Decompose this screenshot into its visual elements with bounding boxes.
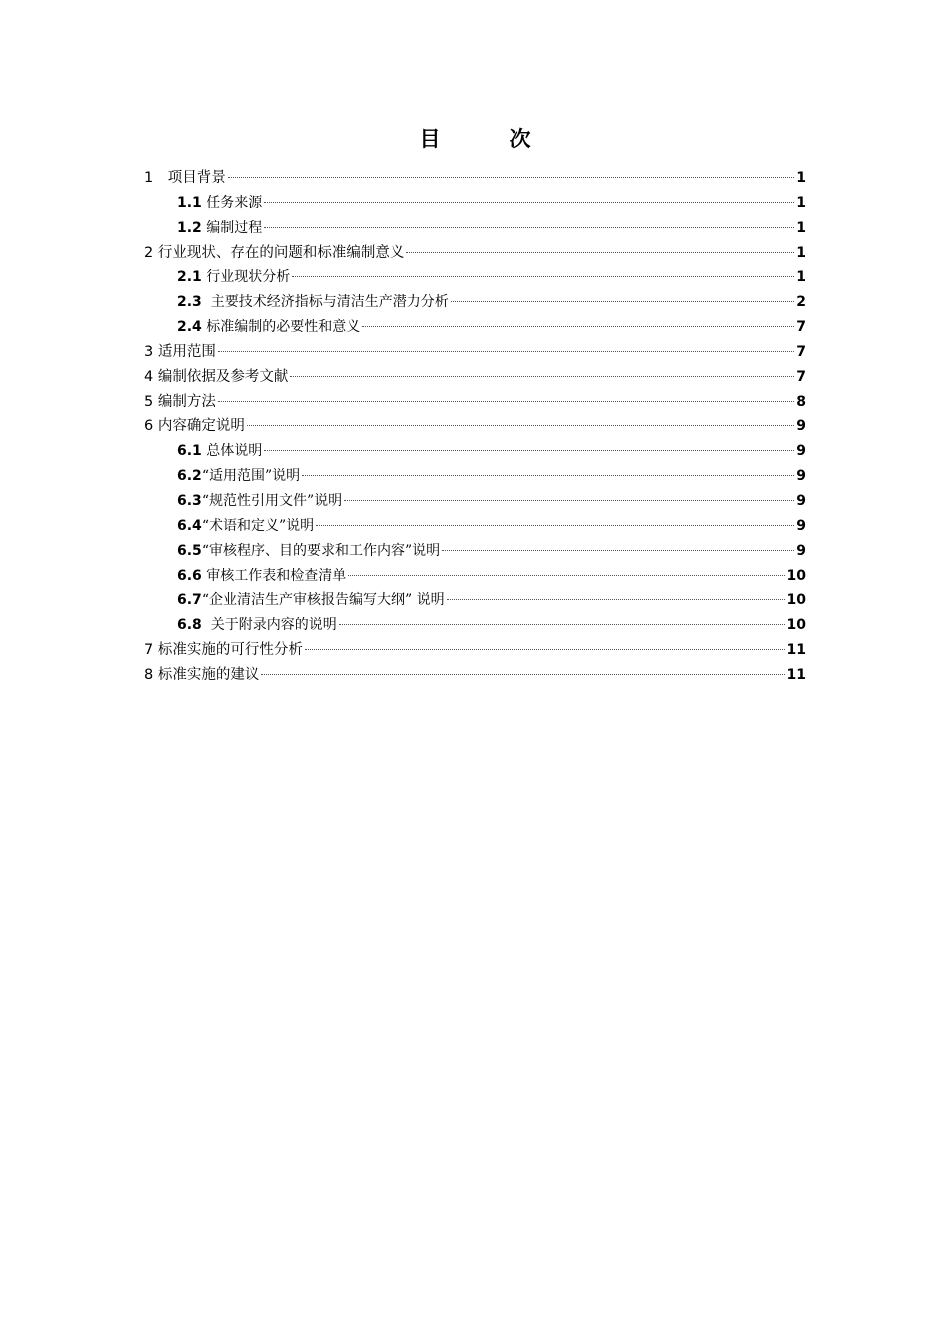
toc-page-number: 9 [796,492,806,509]
dot-leader [339,624,785,625]
toc-entry-text: 标准编制的必要性和意义 [201,319,361,336]
toc-entry-label [177,464,300,489]
toc-entry-label [177,613,337,638]
toc-entry-text: “规范性引用文件”说明 [201,492,343,509]
toc-subentry[interactable] [144,514,806,539]
toc-page-number: 8 [796,393,806,410]
toc-page-number: 7 [796,343,806,360]
toc-page-number: 1 [796,269,806,286]
dot-leader [362,326,794,327]
dot-leader [264,202,794,203]
toc-entry-label [177,588,445,613]
toc-page-number: 11 [786,642,806,659]
toc-entry-text: 关于附录内容的说明 [201,617,337,634]
toc-entry-label [177,439,262,464]
toc-entry-text: 编制过程 [201,219,263,236]
dot-leader [218,351,794,352]
dot-leader [406,252,794,253]
toc-entry-text: 任务来源 [201,194,263,211]
toc-page-number: 9 [796,418,806,435]
toc-page-number: 1 [796,194,806,211]
toc-entry-label: 4 编制依据及参考文献 [144,368,289,385]
toc-entry-label [177,564,346,589]
dot-leader [247,425,794,426]
toc-subentry[interactable] [144,439,806,464]
toc-entry-label: 8 标准实施的建议 [144,666,260,683]
toc-page-number: 10 [786,567,806,584]
toc-entry-text: “企业清洁生产审核报告编写大纲” 说明 [201,592,445,609]
toc-entry-label [177,514,314,539]
toc-subentry[interactable] [144,539,806,564]
table-of-contents [144,166,806,688]
toc-entry-label: 3 适用范围 [144,343,216,360]
toc-entry-text: 审核工作表和检查清单 [201,567,347,584]
dot-leader [447,599,785,600]
toc-entry-number: 1.1 [177,194,202,211]
toc-page-number: 9 [796,468,806,485]
toc-subentry[interactable] [144,588,806,613]
dot-leader [305,649,785,650]
toc-page-number: 1 [796,219,806,236]
toc-entry-number: 1.2 [177,219,202,236]
dot-leader [228,177,795,178]
toc-page-number: 1 [796,170,806,186]
toc-page-number: 10 [786,592,806,609]
toc-entry-number: 2.3 [177,294,202,311]
toc-entry-label: 7 标准实施的可行性分析 [144,642,303,659]
toc-subentry[interactable] [144,290,806,315]
toc-page-number: 7 [796,368,806,385]
toc-page-number: 9 [796,542,806,559]
toc-subentry[interactable] [144,265,806,290]
dot-leader [264,450,794,451]
toc-entry[interactable] [144,166,806,191]
dot-leader [261,674,784,675]
toc-subentry[interactable] [144,464,806,489]
dot-leader [292,276,794,277]
toc-subentry[interactable] [144,613,806,638]
toc-entry-number: 6.5 [177,542,202,559]
toc-entry-number: 6.3 [177,492,202,509]
dot-leader [451,301,795,302]
toc-entry-label [177,265,290,290]
toc-entry-label: 1 项目背景 [144,170,226,186]
dot-leader [218,401,794,402]
dot-leader [316,525,794,526]
toc-entry-text: “术语和定义”说明 [201,517,315,534]
toc-entry-label [177,191,262,216]
toc-entry-label [177,315,360,340]
toc-title: 目 次 [419,127,555,151]
toc-entry-number: 6.6 [177,567,202,584]
dot-leader [264,227,794,228]
toc-entry-text: “适用范围”说明 [201,468,301,485]
toc-entry[interactable] [144,241,806,266]
toc-page-number: 9 [796,517,806,534]
toc-page-number: 11 [786,666,806,683]
dot-leader [442,550,794,551]
toc-page-number: 1 [796,244,806,261]
toc-entry-label [177,216,262,241]
toc-entry[interactable] [144,390,806,415]
toc-entry-label: 2 行业现状、存在的问题和标准编制意义 [144,244,405,261]
toc-page-number: 10 [786,617,806,634]
dot-leader [302,475,794,476]
toc-entry-number: 2.4 [177,319,202,336]
toc-entry-number: 6.8 [177,617,202,634]
toc-subentry[interactable] [144,315,806,340]
dot-leader [290,376,794,377]
toc-entry[interactable] [144,340,806,365]
toc-entry-number: 6.7 [177,592,202,609]
toc-entry-text: 主要技术经济指标与清洁生产潜力分析 [201,294,449,311]
toc-entry-text: 行业现状分析 [201,269,291,286]
dot-leader [344,500,794,501]
toc-entry[interactable] [144,414,806,439]
toc-page-number: 9 [796,443,806,460]
toc-entry-number: 6.2 [177,468,202,485]
toc-entry-text: “审核程序、目的要求和工作内容”说明 [201,542,441,559]
toc-entry[interactable] [144,365,806,390]
toc-entry-label [177,489,342,514]
toc-entry-number: 2.1 [177,269,202,286]
toc-entry-number: 6.1 [177,443,202,460]
toc-page-number: 7 [796,319,806,336]
toc-entry-label: 6 内容确定说明 [144,418,245,435]
toc-entry[interactable] [144,638,806,663]
toc-page-number: 2 [796,294,806,311]
dot-leader [348,575,784,576]
toc-subentry[interactable] [144,489,806,514]
toc-subentry[interactable] [144,564,806,589]
toc-entry-label [177,290,449,315]
toc-entry-label [177,539,440,564]
toc-entry-label: 5 编制方法 [144,393,216,410]
toc-subentry[interactable] [144,191,806,216]
toc-entry[interactable] [144,663,806,688]
toc-subentry[interactable] [144,216,806,241]
toc-entry-text: 总体说明 [201,443,263,460]
toc-entry-number: 6.4 [177,517,202,534]
